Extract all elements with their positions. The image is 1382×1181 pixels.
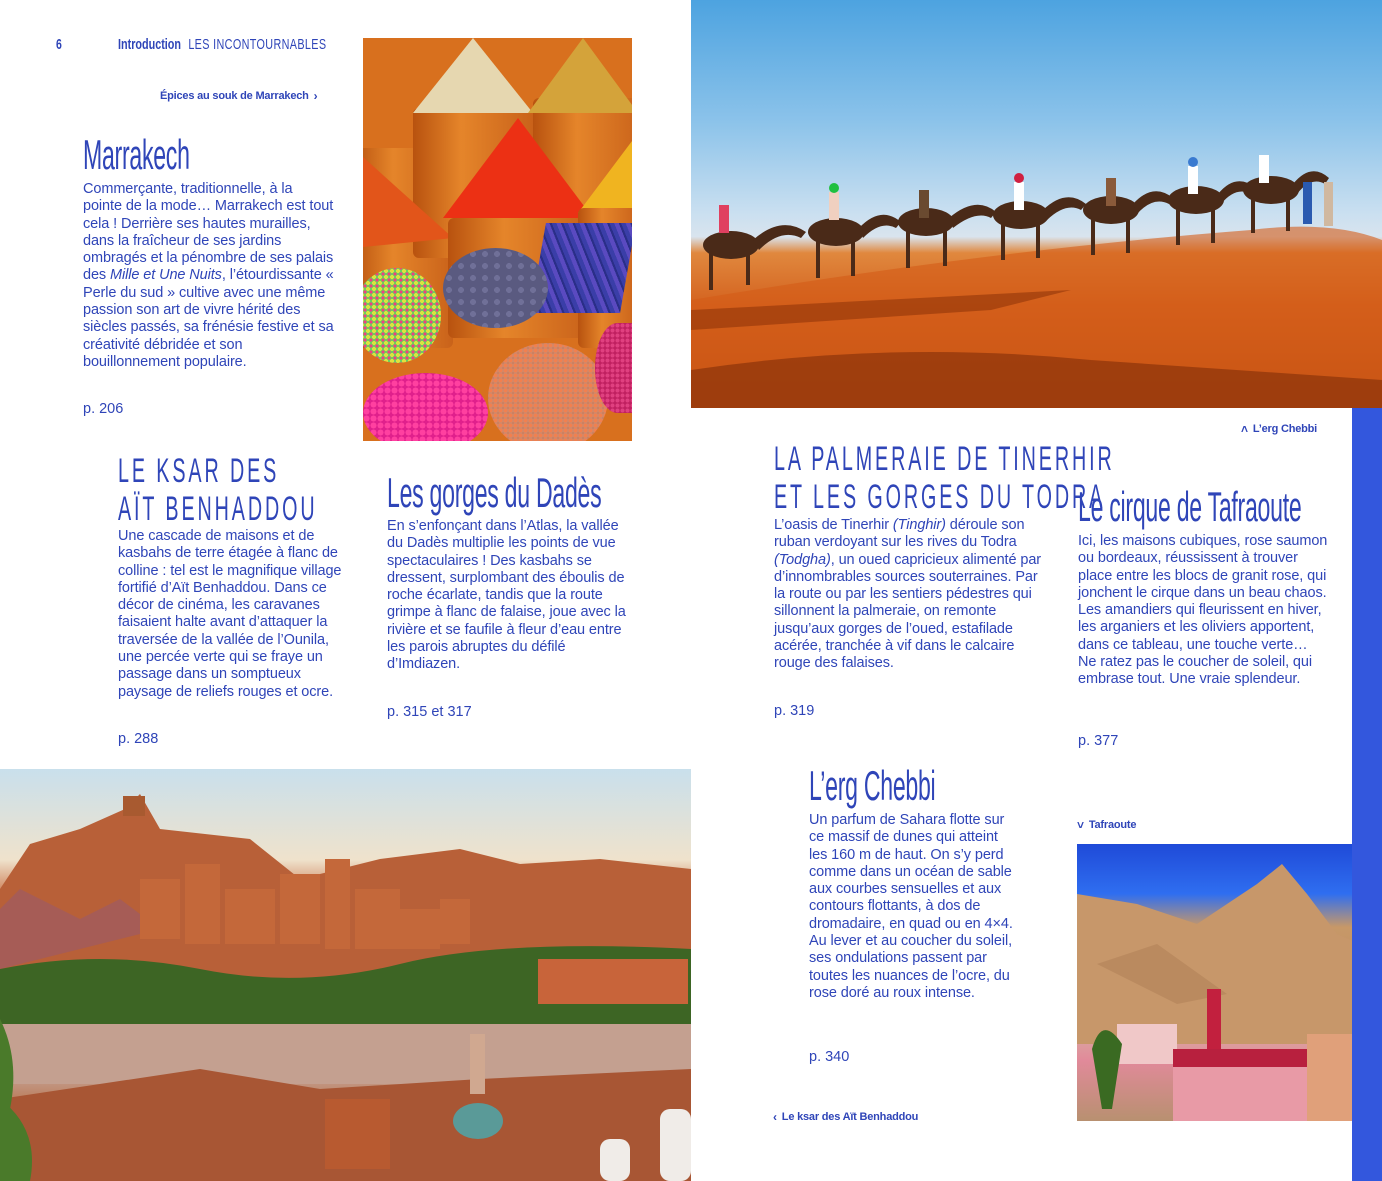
accent-bar bbox=[1352, 408, 1382, 1181]
caption-spices bbox=[160, 89, 317, 103]
article-body-erg-chebbi: Un parfum de Sahara flotte sur ce massif de dunes qui atteint les 160 m de haut. On s’y perd comme dans un océan de sable aux courbes sensuelles et aux contours flottants, à dos de dromadaire, en quad ou en 4×4. Au lever et au coucher du soleil, ses ondulations passent par toutes les nuances de l’ocre, du rose doré au roux intense. bbox=[809, 812, 1013, 1001]
body-text: , un oued capricieux alimenté par d’innombrables sources souterraines. Par la route ou par les sentiers pédestres qui sillonnent la palmeraie, on remonte jusqu’aux gorges de l’oued, estafilade acérée, tranchée à vif dans le calcaire rouge des falaises. bbox=[774, 551, 1042, 672]
page-number: 6 bbox=[56, 36, 62, 53]
body-italic: (Tinghir) bbox=[892, 517, 946, 533]
body-italic: (Todgha) bbox=[774, 551, 831, 568]
title-line: LA PALMERAIE DE TINERHIR bbox=[774, 440, 1115, 478]
page-ref-tafraoute: p. 377 bbox=[1078, 733, 1119, 749]
title-line: ET LES GORGES DU TODRA bbox=[774, 478, 1106, 517]
chevron-down-icon: ˅ bbox=[1077, 818, 1084, 832]
article-body-dades: En s’enfonçant dans l’Atlas, la vallée du Dadès multiplie les points de vue spectaculaires ! Des kasbahs se dressent, surplombant des éboulis de roche écarlate, tandis que la route grimpe à flanc de falaise, joue avec la rivière et se faufile à fleur d’eau entre les parois abruptes du défilé d’Imdiazen. bbox=[387, 518, 626, 673]
article-title-marrakech: Marrakech bbox=[83, 131, 190, 178]
running-head-subsection: LES INCONTOURNABLES bbox=[188, 36, 327, 53]
body-italic: Mille et Une Nuits bbox=[110, 267, 222, 284]
running-head bbox=[118, 36, 326, 53]
caption-erg-chebbi bbox=[1241, 422, 1317, 436]
photo-camels bbox=[691, 0, 1382, 408]
photo-kasbah bbox=[0, 769, 691, 1181]
page-ref-ait-benhaddou: p. 288 bbox=[118, 731, 159, 747]
article-body-tafraoute: Ici, les maisons cubiques, rose saumon ou bordeaux, réussissent à trouver place entre les blocs de granit rose, qui jonchent le cirque dans un beau chaos. Les amandiers qui fleurissent en hiver, les arganiers et les oliviers apportent, dans ce tableau, une touche verte… Ne ratez pas le coucher de soleil, qui embrase tout. Une vraie splendeur. bbox=[1078, 533, 1328, 688]
article-title-dades: Les gorges du Dadès bbox=[387, 469, 602, 516]
title-line: LE KSAR DES bbox=[118, 452, 280, 490]
body-text: , l’étourdissante « Perle du sud » cultive avec une même passion son art de vivre hérité des siècles passés, sa frénésie festive et sa créativité débridée et son bouillonnement populaire. bbox=[83, 267, 334, 370]
photo-spices bbox=[363, 38, 632, 441]
article-body-ait-benhaddou: Une cascade de maisons et de kasbahs de terre étagée à flanc de colline : tel est le magnifique village fortifié d’Aït Benhaddou. Dans ce décor de cinéma, les caravanes faisaient halte avant d’attaquer la traversée de la vallée de l’Ounila, une percée verte qui se fraye un passage dans un somptueux paysage de reliefs rouges et ocre. bbox=[118, 528, 342, 700]
caption-ait-benhaddou bbox=[773, 1110, 918, 1124]
article-body-tinerhir bbox=[774, 517, 1044, 673]
chevron-right-icon: › bbox=[313, 89, 318, 103]
caption-spices-label: Épices au souk de Marrakech bbox=[160, 90, 309, 102]
running-head-section: Introduction bbox=[118, 36, 181, 53]
caption-tafraoute bbox=[1077, 818, 1136, 832]
page-ref-marrakech: p. 206 bbox=[83, 401, 124, 417]
body-text: déroule son ruban verdoyant sur les rives du Todra bbox=[774, 517, 1025, 551]
chevron-up-icon: ˄ bbox=[1241, 422, 1248, 436]
page-ref-erg-chebbi: p. 340 bbox=[809, 1049, 850, 1065]
page-ref-dades: p. 315 et 317 bbox=[387, 704, 472, 720]
article-title-tinerhir bbox=[774, 440, 1115, 517]
article-title-tafraoute: Le cirque de Tafraoute bbox=[1078, 483, 1302, 530]
chevron-left-icon: ‹ bbox=[773, 1110, 777, 1124]
page-ref-tinerhir: p. 319 bbox=[774, 703, 815, 719]
body-text: Commerçante, traditionnelle, à la pointe de la mode… Marrakech est tout cela ! Derrière ses hautes murailles, dans la fraîcheur de ses jardins ombragés et la pénombre de ses palais des bbox=[83, 181, 334, 284]
caption-ait-benhaddou-label: Le ksar des Aït Benhaddou bbox=[781, 1111, 919, 1123]
caption-tafraoute-label: Tafraoute bbox=[1088, 819, 1137, 831]
article-title-ait-benhaddou bbox=[118, 452, 318, 529]
article-title-erg-chebbi: L’erg Chebbi bbox=[809, 762, 936, 809]
caption-erg-chebbi-label: L’erg Chebbi bbox=[1252, 423, 1318, 435]
body-text: L’oasis de Tinerhir bbox=[774, 517, 893, 533]
title-line: AÏT BENHADDOU bbox=[118, 490, 318, 529]
photo-tafraoute bbox=[1077, 844, 1382, 1121]
article-body-marrakech bbox=[83, 181, 335, 371]
